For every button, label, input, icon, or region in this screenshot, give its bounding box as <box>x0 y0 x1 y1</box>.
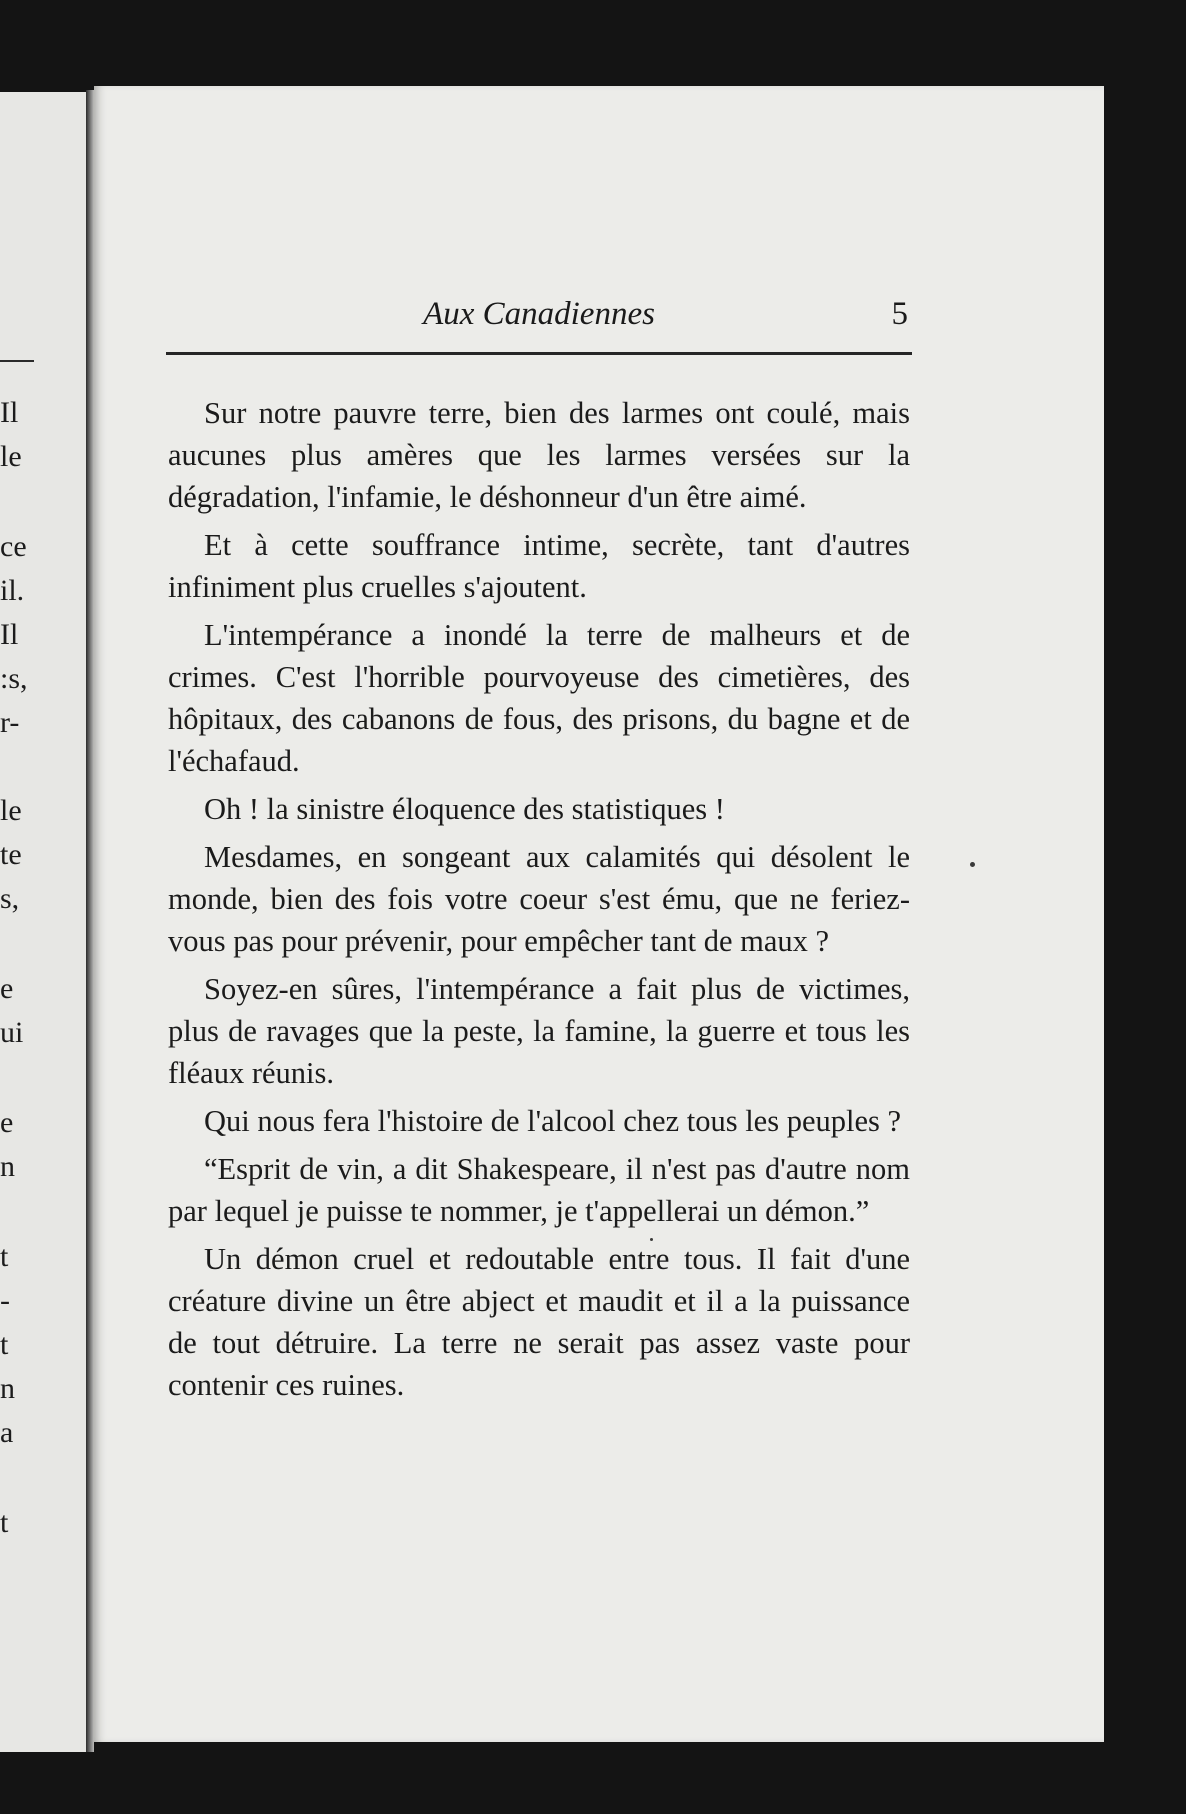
body-text <box>168 392 910 1412</box>
paragraph: “Esprit de vin, a dit Shakespeare, il n'est pas d'autre nom par lequel je puisse te nommer, je t'appellerai un démon.” <box>168 1152 910 1228</box>
left-page-fragment: ce <box>0 530 27 563</box>
left-page-fragment: t <box>0 1328 9 1361</box>
left-page-fragment: Il <box>0 396 19 429</box>
paper-speck <box>650 1238 653 1241</box>
left-page-rule <box>0 360 34 362</box>
left-page-fragment: :s, <box>0 662 28 695</box>
left-page-fragment: e <box>0 1106 14 1139</box>
paragraph: L'intempérance a inondé la terre de malheurs et de crimes. C'est l'horrible pourvoyeuse des cimetières, des hôpitaux, des cabanons de fous, des prisons, du bagne et de l'échafaud. <box>168 618 910 778</box>
paper-speck <box>970 862 975 867</box>
left-page-fragment: ui <box>0 1016 24 1049</box>
paragraph: Soyez-en sûres, l'intempérance a fait plus de victimes, plus de ravages que la peste, la famine, la guerre et tous les fléaux réunis. <box>168 972 910 1090</box>
header-rule <box>166 352 912 355</box>
left-page-fragment: r- <box>0 706 20 739</box>
book-gutter <box>86 90 94 1752</box>
page-number: 5 <box>891 296 908 332</box>
paragraph: Un démon cruel et redoutable entre tous. Il fait d'une créature divine un être abject et maudit et il a la puissance de tout détruire. La terre ne serait pas assez vaste pour contenir ces ruines. <box>168 1242 910 1402</box>
left-page-fragment: t <box>0 1240 9 1273</box>
paragraph: Et à cette souffrance intime, secrète, tant d'autres infiniment plus cruelles s'ajoutent. <box>168 528 910 604</box>
left-page-fragment: il. <box>0 574 25 607</box>
paragraph: Mesdames, en songeant aux calamités qui désolent le monde, bien des fois votre coeur s'est ému, que ne feriez-vous pas pour prévenir, pour empêcher tant de maux ? <box>168 840 910 958</box>
paragraph: Sur notre pauvre terre, bien des larmes ont coulé, mais aucunes plus amères que les larmes versées sur la dégradation, l'infamie, le déshonneur d'un être aimé. <box>168 396 910 514</box>
left-page-edge <box>0 92 86 1752</box>
running-head <box>168 296 910 342</box>
left-page-fragment: t <box>0 1506 9 1539</box>
left-page-fragment: le <box>0 794 22 827</box>
left-page-fragment: n <box>0 1372 15 1405</box>
right-page <box>94 86 1104 1742</box>
left-page-fragment: n <box>0 1150 15 1183</box>
left-page-fragment: le <box>0 440 22 473</box>
running-head-title: Aux Canadiennes <box>423 296 655 332</box>
left-page-fragment: te <box>0 838 22 871</box>
left-page-fragment: a <box>0 1416 14 1449</box>
paragraph: Qui nous fera l'histoire de l'alcool chez tous les peuples ? <box>204 1104 902 1138</box>
paragraph: Oh ! la sinistre éloquence des statistiques ! <box>204 792 725 826</box>
left-page-fragment: - <box>0 1284 10 1317</box>
left-page-fragment: s, <box>0 882 20 915</box>
left-page-fragment: Il <box>0 618 19 651</box>
left-page-fragment: e <box>0 972 14 1005</box>
